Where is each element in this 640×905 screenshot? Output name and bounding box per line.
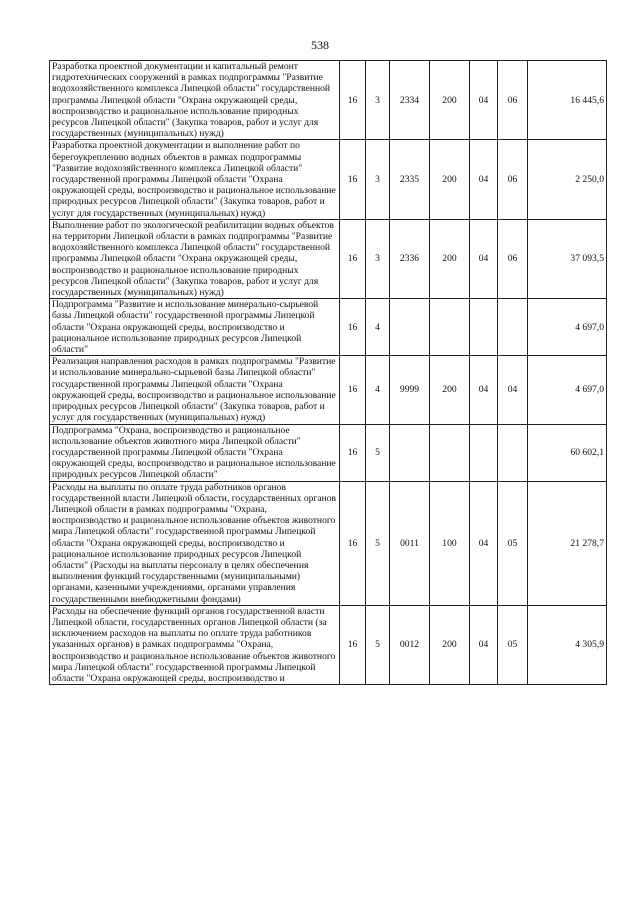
row-subchapter: 06	[498, 219, 528, 298]
row-expense-type: 200	[430, 356, 470, 424]
row-target-article	[390, 424, 430, 481]
row-section-code: 16	[340, 356, 366, 424]
row-amount: 16 445,6	[528, 61, 607, 140]
row-target-article: 0011	[390, 481, 430, 605]
row-chapter: 04	[470, 356, 498, 424]
row-expense-type: 200	[430, 140, 470, 219]
row-section-code: 16	[340, 61, 366, 140]
row-description: Разработка проектной документации и капитальный ремонт гидротехнических сооружений в рамках подпрограммы "Развитие водохозяйственного комплекса Липецкой области" государственной программы Липецкой области "Охрана окружающей среды, воспроизводство и рациональное использование природных ресурсов Липецкой области" (Закупка товаров, работ и услуг для государственных (муниципальных) нужд)	[50, 61, 340, 140]
row-description: Подпрограмма "Развитие и использование минерально-сырьевой базы Липецкой области" государственной программы Липецкой области "Охрана окружающей среды, воспроизводство и рациональное использование природных ресурсов Липецкой области"	[50, 299, 340, 356]
row-subprogram-code: 4	[366, 356, 390, 424]
table-body	[50, 61, 607, 685]
row-amount: 2 250,0	[528, 140, 607, 219]
row-description: Расходы на выплаты по оплате труда работников органов государственной власти Липецкой области, государственных органов Липецкой области в рамках подпрограммы "Охрана, воспроизводство и рациональное использование объектов животного мира Липецкой области" государственной программы Липецкой области "Охрана окружающей среды, воспроизводство и рациональное использование природных ресурсов Липецкой области" (Расходы на выплаты персоналу в целях обеспечения выполнения функций государственными (муниципальными) органами, казенными учреждениями, органами управления государственными внебюджетными фондами)	[50, 481, 340, 605]
row-subchapter	[498, 299, 528, 356]
row-chapter: 04	[470, 481, 498, 605]
row-chapter: 04	[470, 605, 498, 684]
row-subchapter: 04	[498, 356, 528, 424]
row-section-code: 16	[340, 299, 366, 356]
table-row	[50, 605, 607, 684]
budget-table	[49, 60, 607, 685]
row-section-code: 16	[340, 219, 366, 298]
row-amount: 4 697,0	[528, 356, 607, 424]
row-chapter: 04	[470, 61, 498, 140]
row-subprogram-code: 4	[366, 299, 390, 356]
row-section-code: 16	[340, 140, 366, 219]
row-expense-type: 100	[430, 481, 470, 605]
row-subprogram-code: 5	[366, 605, 390, 684]
row-expense-type: 200	[430, 61, 470, 140]
row-expense-type	[430, 424, 470, 481]
row-target-article: 2336	[390, 219, 430, 298]
row-subchapter: 05	[498, 605, 528, 684]
table-row	[50, 61, 607, 140]
row-target-article: 2334	[390, 61, 430, 140]
table-row	[50, 481, 607, 605]
row-section-code: 16	[340, 605, 366, 684]
row-subchapter: 06	[498, 140, 528, 219]
row-subprogram-code: 3	[366, 140, 390, 219]
table-row	[50, 219, 607, 298]
row-expense-type: 200	[430, 605, 470, 684]
row-chapter	[470, 299, 498, 356]
table-row	[50, 140, 607, 219]
row-chapter	[470, 424, 498, 481]
row-amount: 60 602,1	[528, 424, 607, 481]
row-chapter: 04	[470, 140, 498, 219]
row-section-code: 16	[340, 424, 366, 481]
table-row	[50, 356, 607, 424]
row-target-article	[390, 299, 430, 356]
row-description: Разработка проектной документации и выполнение работ по берегоукреплению водных объектов в рамках подпрограммы "Развитие водохозяйственного комплекса Липецкой области" государственной программы Липецкой области "Охрана окружающей среды, воспроизводство и рациональное использование природных ресурсов Липецкой области" (Закупка товаров, работ и услуг для государственных (муниципальных) нужд)	[50, 140, 340, 219]
row-amount: 37 093,5	[528, 219, 607, 298]
row-description: Расходы на обеспечение функций органов государственной власти Липецкой области, государственных органов Липецкой области (за исключением расходов на выплаты по оплате труда работников указанных органов) в рамках подпрограммы "Охрана, воспроизводство и рациональное использование объектов животного мира Липецкой области" государственной программы Липецкой области "Охрана окружающей среды, воспроизводство и	[50, 605, 340, 684]
row-section-code: 16	[340, 481, 366, 605]
row-target-article: 2335	[390, 140, 430, 219]
row-expense-type	[430, 299, 470, 356]
row-amount: 4 697,0	[528, 299, 607, 356]
page-number: 538	[311, 38, 329, 52]
row-subchapter: 05	[498, 481, 528, 605]
row-subprogram-code: 3	[366, 219, 390, 298]
row-subprogram-code: 3	[366, 61, 390, 140]
row-description: Реализация направления расходов в рамках подпрограммы "Развитие и использование минерально-сырьевой базы Липецкой области" государственной программы Липецкой области "Охрана окружающей среды, воспроизводство и рациональное использование природных ресурсов Липецкой области" (Закупка товаров, работ и услуг для государственных (муниципальных) нужд)	[50, 356, 340, 424]
row-chapter: 04	[470, 219, 498, 298]
row-amount: 4 305,9	[528, 605, 607, 684]
table-row	[50, 424, 607, 481]
table-row	[50, 299, 607, 356]
row-subprogram-code: 5	[366, 481, 390, 605]
row-subprogram-code: 5	[366, 424, 390, 481]
row-description: Выполнение работ по экологической реабилитации водных объектов на территории Липецкой области в рамках подпрограммы "Развитие водохозяйственного комплекса Липецкой области" государственной программы Липецкой области "Охрана окружающей среды, воспроизводство и рациональное использование природных ресурсов Липецкой области" (Закупка товаров, работ и услуг для государственных (муниципальных) нужд)	[50, 219, 340, 298]
row-subchapter: 06	[498, 61, 528, 140]
row-subchapter	[498, 424, 528, 481]
row-description: Подпрограмма "Охрана, воспроизводство и рациональное использование объектов животного мира Липецкой области" государственной программы Липецкой области "Охрана окружающей среды, воспроизводство и рациональное использование природных ресурсов Липецкой области"	[50, 424, 340, 481]
row-target-article: 0012	[390, 605, 430, 684]
row-expense-type: 200	[430, 219, 470, 298]
row-target-article: 9999	[390, 356, 430, 424]
row-amount: 21 278,7	[528, 481, 607, 605]
